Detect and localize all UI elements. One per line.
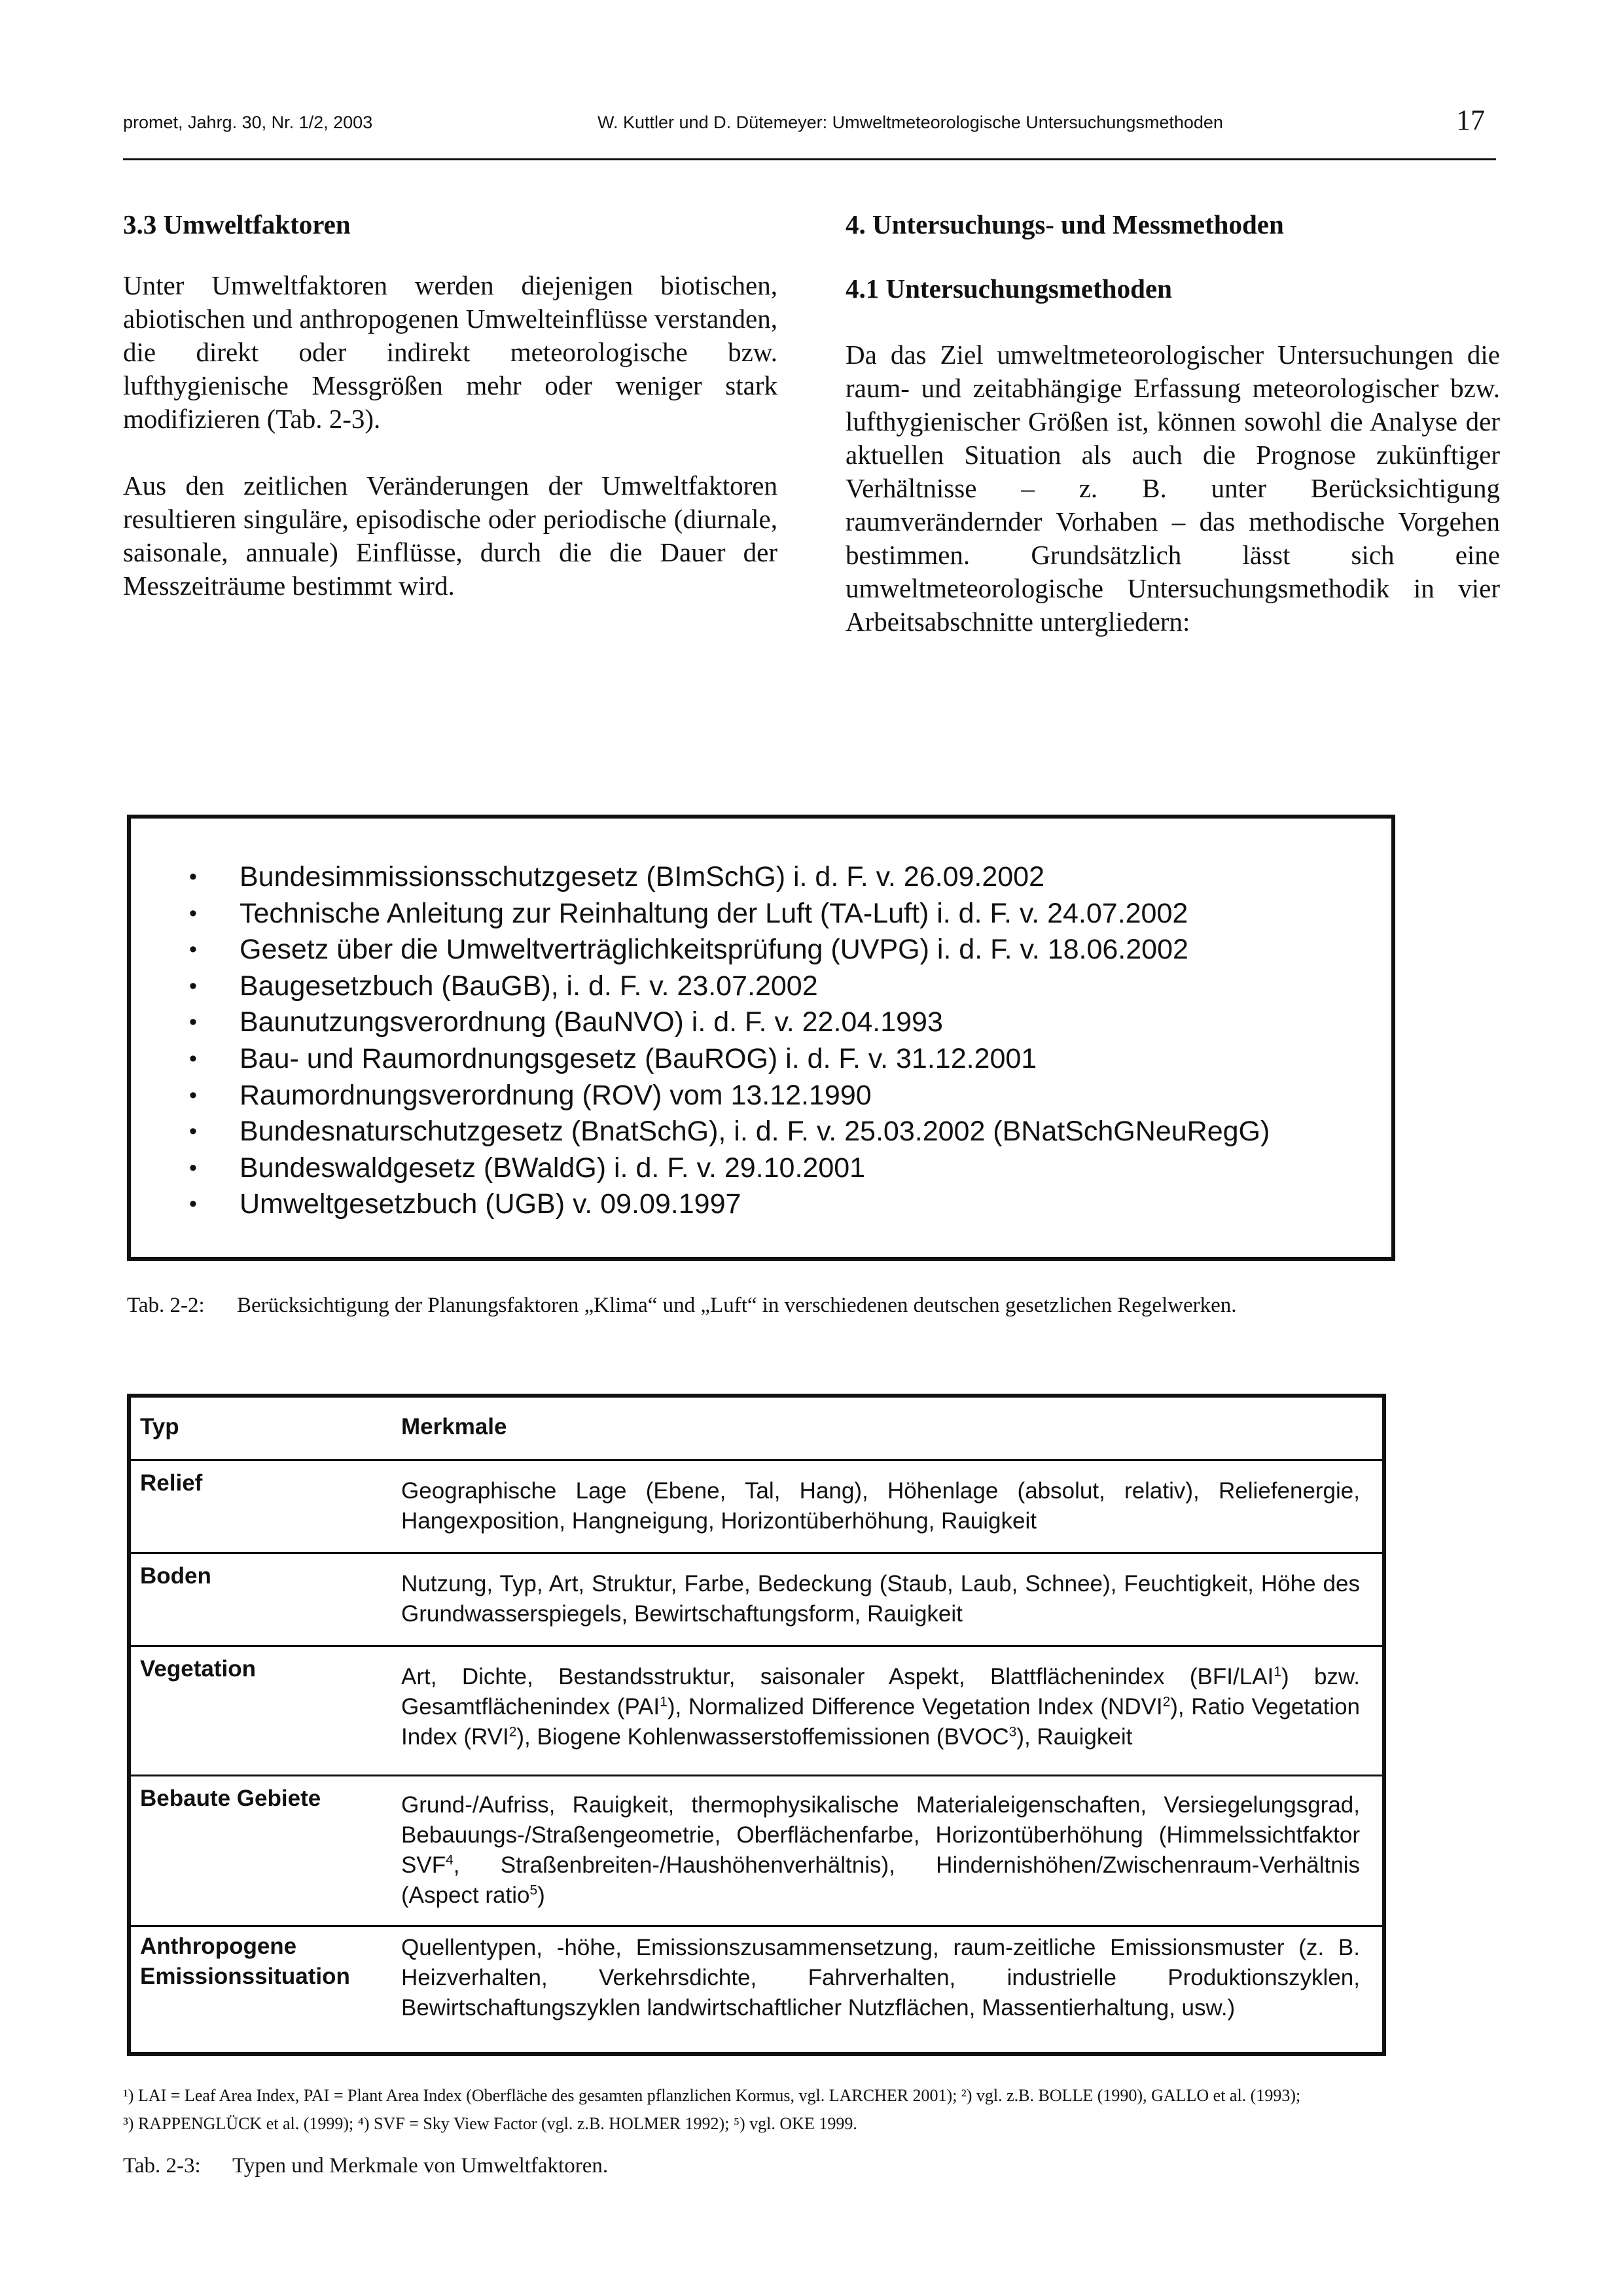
column-header-merkmale: Merkmale <box>401 1414 507 1439</box>
list-item: • Baunutzungsverordnung (BauNVO) i. d. F. v. 22.04.1993 <box>131 1004 1270 1041</box>
row-features-vegetation: Art, Dichte, Bestandsstruktur, saisonaler Aspekt, Blattflächenindex (BFI/LAI$^1$) bzw. Gesamtflächenindex (PAI$^1$), Normalized Difference Vegetation Index (NDVI$^2$), Ratio Vegetation Index (RVI$^2$), Biogene Kohlenwasserstoffemissionen (BVOC$^3$), Rauigkeit <box>401 1664 1361 1750</box>
table-rule <box>131 1645 1382 1647</box>
page-number: 17 <box>1456 104 1485 136</box>
caption-tab-2-3-label: Tab. 2-3: <box>123 2154 201 2178</box>
footnote-line-1: ¹) LAI = Leaf Area Index, PAI = Plant Area Index (Oberfläche des gesamten pflanzlichen Kormus, vgl. LARCHER 2001); ²) vgl. z.B. BOLLE (1990), GALLO et al. (1993); <box>123 2086 1301 2105</box>
paragraph-untersuchungsmethoden: Da das Ziel umweltmeteorologischer Untersuchungen die raum- und zeitabhängige Erfassung meteorologischer bzw. lufthygienischer Größen ist, können sowohl die Analyse der aktuellen Situation als auch die Prognose zukünftiger Verhältnisse – z. B. unter Berücksichtigung raumverändernder Vorhaben – das methodische Vorgehen bestimmen. Grundsätzlich lässt sich eine umweltmeteorologische Untersuchungsmethodik in vier Arbeitsabschnitte untergliedern: <box>846 340 1500 637</box>
law-list-box <box>127 815 1395 1261</box>
list-item: • Technische Anleitung zur Reinhaltung der Luft (TA-Luft) i. d. F. v. 24.07.2002 <box>131 896 1270 932</box>
running-header-journal: promet, Jahrg. 30, Nr. 1/2, 2003 <box>123 113 373 132</box>
column-header-typ: Typ <box>140 1414 179 1439</box>
list-item: • Bau- und Raumordnungsgesetz (BauROG) i. d. F. v. 31.12.2001 <box>131 1041 1270 1078</box>
paragraph-umweltfaktoren-2: Aus den zeitlichen Veränderungen der Umweltfaktoren resultieren singuläre, episodische oder periodische (diurnale, saisonale, annuale) Einflüsse, durch die die Dauer der Messzeiträume bestimmt wird. <box>123 470 777 601</box>
paragraph-umweltfaktoren-1: Unter Umweltfaktoren werden diejenigen biotischen, abiotischen und anthropogenen Umwelteinflüsse verstanden, die direkt oder indirekt meteorologische bzw. lufthygienische Messgrößen mehr oder weniger stark modifizieren (Tab. 2-3). <box>123 270 777 434</box>
footnote-line-2: ³) RAPPENGLÜCK et al. (1999); ⁴) SVF = Sky View Factor (vgl. z.B. HOLMER 1992); ⁵) vgl. OKE 1999. <box>123 2114 857 2133</box>
list-item: • Baugesetzbuch (BauGB), i. d. F. v. 23.07.2002 <box>131 968 1270 1005</box>
row-features-bebaute-gebiete: Grund-/Aufriss, Rauigkeit, thermophysikalische Materialeigenschaften, Versiegelungsgrad, Bebauungs-/Straßengeometrie, Oberflächenfarbe, Horizontüberhöhung (Himmelssichtfaktor SVF$^4$, Straßenbreiten-/Haushöhenverhältnis), Hindernishöhen/Zwischenraum-Verhältnis (Aspect ratio$^5$) <box>401 1792 1360 1908</box>
umweltfaktoren-table <box>127 1394 1386 2056</box>
table-rule <box>131 1459 1382 1461</box>
row-features-anthropogene-emissionssituation: Quellentypen, -höhe, Emissionszusammensetzung, raum-zeitliche Emissionsmuster (z. B. Heizverhalten, Verkehrsdichte, Fahrverhalten, industrielle Produktionszyklen, Bewirtschaftungszyklen landwirtschaftlicher Nutzflächen, Massentierhaltung, usw.) <box>401 1935 1360 2021</box>
law-list <box>131 859 1270 1223</box>
list-item: • Bundesnaturschutzgesetz (BnatSchG), i. d. F. v. 25.03.2002 (BNatSchGNeuRegG) <box>131 1114 1270 1150</box>
left-column <box>123 208 777 603</box>
row-features-relief: Geographische Lage (Ebene, Tal, Hang), Höhenlage (absolut, relativ), Reliefenergie, Hangexposition, Hangneigung, Horizontüberhöhung, Rauigkeit <box>401 1478 1360 1534</box>
row-type-boden: Boden <box>140 1563 211 1589</box>
bullet-icon: • <box>189 1119 197 1144</box>
section-heading-4: 4. Untersuchungs- und Messmethoden <box>846 209 1284 239</box>
row-type-anthropogene-emissionssituation: Anthropogene Emissionssituation <box>140 1934 350 1989</box>
caption-tab-2-2-text: Berücksichtigung der Planungsfaktoren „Klima“ und „Luft“ in verschiedenen deutschen gesetzlichen Regelwerken. <box>237 1294 1237 1317</box>
table-rule <box>131 1552 1382 1554</box>
bullet-icon: • <box>189 973 197 998</box>
bullet-icon: • <box>189 1046 197 1071</box>
bullet-icon: • <box>189 1155 197 1180</box>
running-header-title: W. Kuttler und D. Dütemeyer: Umweltmeteorologische Untersuchungsmethoden <box>597 113 1223 132</box>
row-type-vegetation: Vegetation <box>140 1656 256 1682</box>
section-heading-4-1: 4.1 Untersuchungsmethoden <box>846 274 1172 304</box>
list-item: • Bundesimmissionsschutzgesetz (BImSchG) i. d. F. v. 26.09.2002 <box>131 859 1270 896</box>
bullet-icon: • <box>189 864 197 889</box>
row-features-boden: Nutzung, Typ, Art, Struktur, Farbe, Bedeckung (Staub, Laub, Schnee), Feuchtigkeit, Höhe des Grundwasserspiegels, Bewirtschaftungsform, Rauigkeit <box>401 1571 1360 1627</box>
bullet-icon: • <box>189 1082 197 1108</box>
right-column <box>846 208 1500 639</box>
bullet-icon: • <box>189 1192 197 1217</box>
row-type-bebaute-gebiete: Bebaute Gebiete <box>140 1786 321 1811</box>
header-rule <box>123 158 1496 160</box>
bullet-icon: • <box>189 937 197 963</box>
list-item: • Umweltgesetzbuch (UGB) v. 09.09.1997 <box>131 1186 1270 1223</box>
table-rule <box>131 1775 1382 1776</box>
section-heading-3-3: 3.3 Umweltfaktoren <box>123 209 351 239</box>
caption-tab-2-2-label: Tab. 2-2: <box>127 1294 205 1317</box>
caption-tab-2-3-text: Typen und Merkmale von Umweltfaktoren. <box>232 2154 609 2178</box>
list-item: • Raumordnungsverordnung (ROV) vom 13.12.1990 <box>131 1078 1270 1114</box>
list-item: • Gesetz über die Umweltverträglichkeitsprüfung (UVPG) i. d. F. v. 18.06.2002 <box>131 932 1270 968</box>
list-item: • Bundeswaldgesetz (BWaldG) i. d. F. v. 29.10.2001 <box>131 1150 1270 1187</box>
bullet-icon: • <box>189 1010 197 1035</box>
bullet-icon: • <box>189 900 197 926</box>
row-type-relief: Relief <box>140 1470 203 1496</box>
table-rule <box>131 1925 1382 1927</box>
